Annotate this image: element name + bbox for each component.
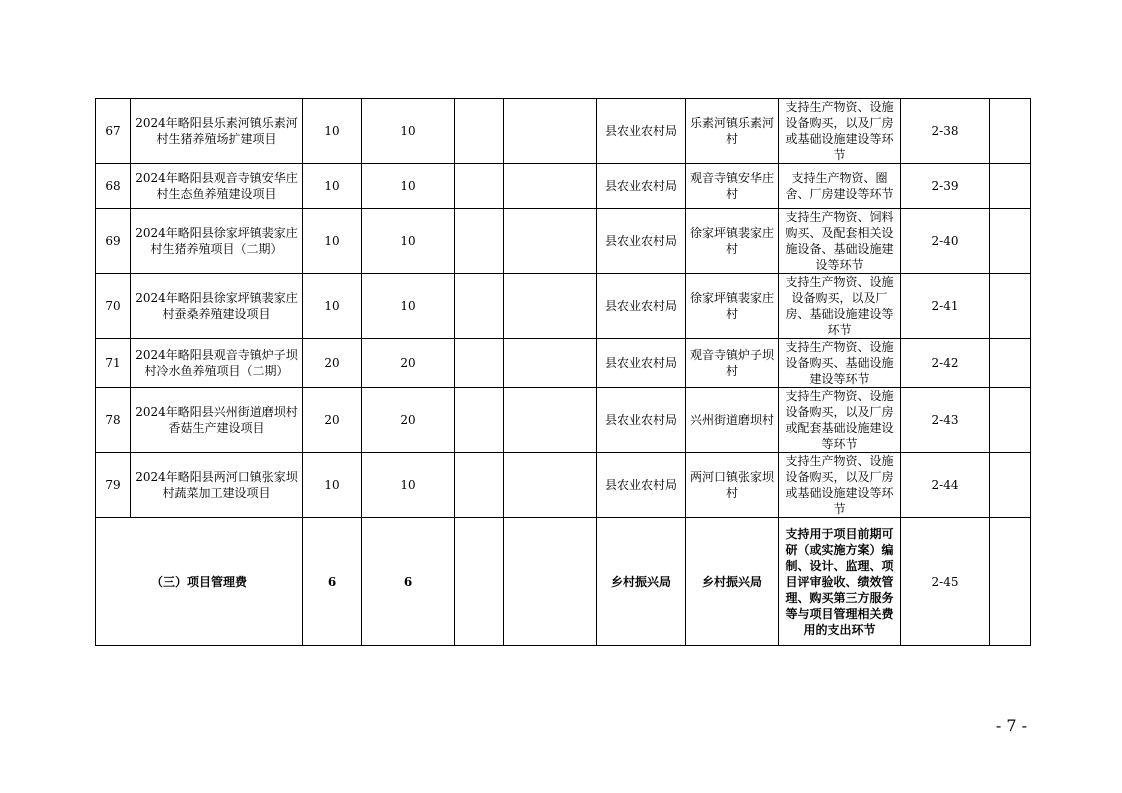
- responsible-dept: 县农业农村局: [597, 453, 686, 518]
- support-scope: 支持生产物资、设施设备购买，以及厂房或配套基础设施建设等环节: [779, 388, 901, 453]
- amount-total: 10: [303, 453, 362, 518]
- row-seq: 71: [96, 339, 131, 388]
- row-seq: 79: [96, 453, 131, 518]
- summary-amount-total: 6: [303, 518, 362, 646]
- amount-total: 10: [303, 209, 362, 274]
- empty-cell: [455, 164, 504, 209]
- project-code: 2-44: [901, 453, 990, 518]
- summary-amount-fund: 6: [362, 518, 455, 646]
- empty-cell: [990, 339, 1031, 388]
- empty-cell: [990, 209, 1031, 274]
- project-code: 2-39: [901, 164, 990, 209]
- empty-cell: [504, 209, 597, 274]
- empty-cell: [504, 99, 597, 164]
- amount-total: 10: [303, 274, 362, 339]
- empty-cell: [455, 209, 504, 274]
- empty-cell: [990, 453, 1031, 518]
- support-scope: 支持生产物资、设施设备购买，以及厂房、基础设施建设等环节: [779, 274, 901, 339]
- project-name: 2024年略阳县兴州街道磨坝村香菇生产建设项目: [131, 388, 303, 453]
- row-seq: 68: [96, 164, 131, 209]
- table-row: [96, 274, 1031, 339]
- amount-total: 20: [303, 388, 362, 453]
- empty-cell: [504, 339, 597, 388]
- project-code: 2-41: [901, 274, 990, 339]
- table-row: [96, 339, 1031, 388]
- project-name: 2024年略阳县徐家坪镇裴家庄村生猪养殖项目（二期）: [131, 209, 303, 274]
- empty-cell: [455, 453, 504, 518]
- row-seq: 67: [96, 99, 131, 164]
- support-scope: 支持生产物资、饲料购买、及配套相关设施设备、基础设施建设等环节: [779, 209, 901, 274]
- empty-cell: [990, 518, 1031, 646]
- village: 徐家坪镇裴家庄村: [686, 274, 779, 339]
- empty-cell: [455, 388, 504, 453]
- summary-scope: 支持用于项目前期可研（或实施方案）编制、设计、监理、项目评审验收、绩效管理、购买第三方服务等与项目管理相关费用的支出环节: [779, 518, 901, 646]
- empty-cell: [990, 99, 1031, 164]
- amount-fund: 10: [362, 209, 455, 274]
- empty-cell: [990, 274, 1031, 339]
- village: 两河口镇张家坝村: [686, 453, 779, 518]
- village: 观音寺镇安华庄村: [686, 164, 779, 209]
- project-name: 2024年略阳县观音寺镇安华庄村生态鱼养殖建设项目: [131, 164, 303, 209]
- empty-cell: [504, 164, 597, 209]
- village: 乐素河镇乐素河村: [686, 99, 779, 164]
- summary-village: 乡村振兴局: [686, 518, 779, 646]
- amount-total: 20: [303, 339, 362, 388]
- page-number: - 7 -: [995, 716, 1027, 735]
- project-name: 2024年略阳县乐素河镇乐素河村生猪养殖场扩建项目: [131, 99, 303, 164]
- amount-total: 10: [303, 164, 362, 209]
- project-name: 2024年略阳县徐家坪镇裴家庄村蚕桑养殖建设项目: [131, 274, 303, 339]
- amount-fund: 20: [362, 388, 455, 453]
- responsible-dept: 县农业农村局: [597, 274, 686, 339]
- summary-dept: 乡村振兴局: [597, 518, 686, 646]
- support-scope: 支持生产物资、设施设备购买，以及厂房或基础设施建设等环节: [779, 453, 901, 518]
- summary-name: （三）项目管理费: [96, 518, 303, 646]
- row-seq: 70: [96, 274, 131, 339]
- responsible-dept: 县农业农村局: [597, 99, 686, 164]
- responsible-dept: 县农业农村局: [597, 339, 686, 388]
- project-code: 2-40: [901, 209, 990, 274]
- table-row: [96, 164, 1031, 209]
- empty-cell: [990, 164, 1031, 209]
- amount-fund: 20: [362, 339, 455, 388]
- empty-cell: [455, 274, 504, 339]
- summary-code: 2-45: [901, 518, 990, 646]
- empty-cell: [990, 388, 1031, 453]
- table-row: [96, 209, 1031, 274]
- project-code: 2-43: [901, 388, 990, 453]
- row-seq: 78: [96, 388, 131, 453]
- table-row: [96, 388, 1031, 453]
- empty-cell: [504, 274, 597, 339]
- amount-total: 10: [303, 99, 362, 164]
- village: 徐家坪镇裴家庄村: [686, 209, 779, 274]
- responsible-dept: 县农业农村局: [597, 164, 686, 209]
- project-name: 2024年略阳县两河口镇张家坝村蔬菜加工建设项目: [131, 453, 303, 518]
- project-name: 2024年略阳县观音寺镇炉子坝村冷水鱼养殖项目（二期）: [131, 339, 303, 388]
- amount-fund: 10: [362, 99, 455, 164]
- empty-cell: [455, 99, 504, 164]
- project-code: 2-38: [901, 99, 990, 164]
- table-row: [96, 453, 1031, 518]
- project-code: 2-42: [901, 339, 990, 388]
- village: 兴州街道磨坝村: [686, 388, 779, 453]
- table-row: [96, 99, 1031, 164]
- support-scope: 支持生产物资、设施设备购买，以及厂房或基础设施建设等环节: [779, 99, 901, 164]
- amount-fund: 10: [362, 274, 455, 339]
- responsible-dept: 县农业农村局: [597, 388, 686, 453]
- empty-cell: [455, 518, 504, 646]
- row-seq: 69: [96, 209, 131, 274]
- support-scope: 支持生产物资、设施设备购买、基础设施建设等环节: [779, 339, 901, 388]
- responsible-dept: 县农业农村局: [597, 209, 686, 274]
- project-table: [95, 98, 1031, 646]
- empty-cell: [504, 388, 597, 453]
- village: 观音寺镇炉子坝村: [686, 339, 779, 388]
- empty-cell: [504, 453, 597, 518]
- amount-fund: 10: [362, 453, 455, 518]
- empty-cell: [455, 339, 504, 388]
- amount-fund: 10: [362, 164, 455, 209]
- summary-row: [96, 518, 1031, 646]
- support-scope: 支持生产物资、圈舍、厂房建设等环节: [779, 164, 901, 209]
- empty-cell: [504, 518, 597, 646]
